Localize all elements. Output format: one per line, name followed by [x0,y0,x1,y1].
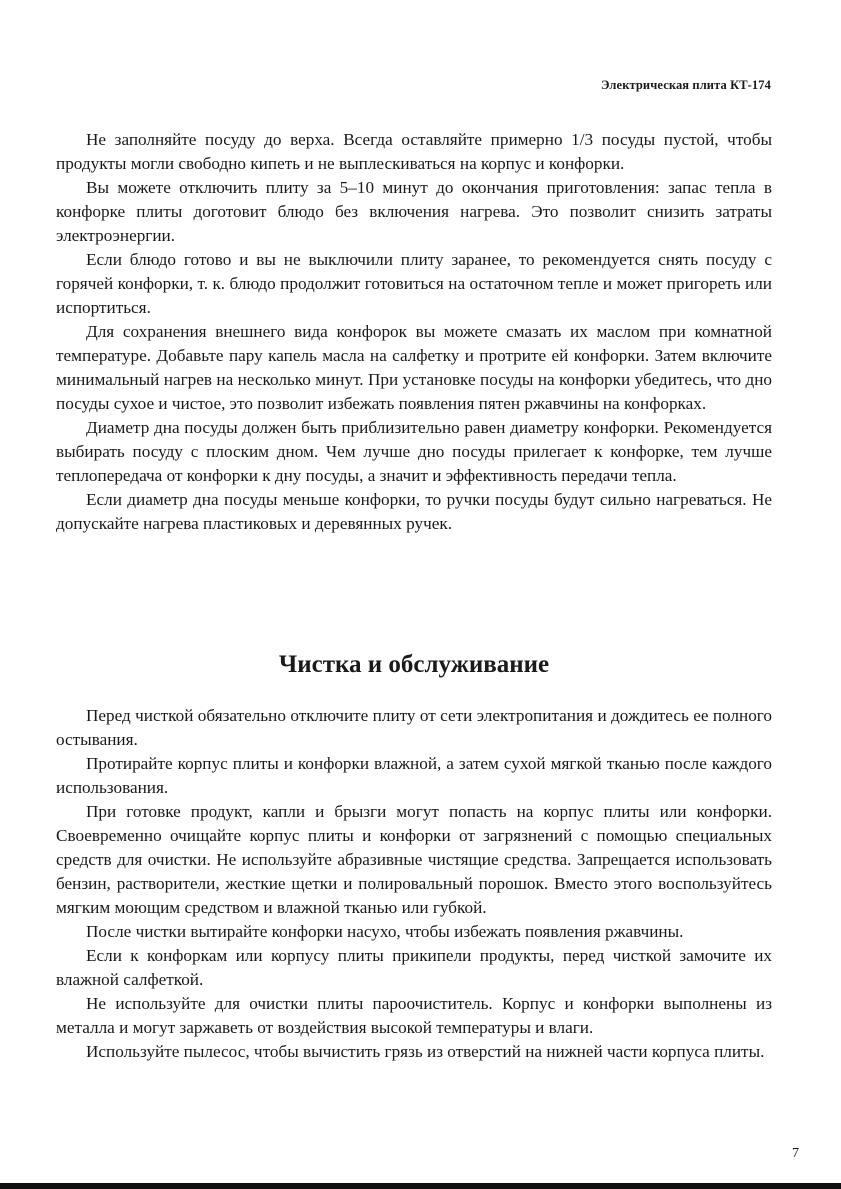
usage-tips-section [56,128,772,536]
paragraph: После чистки вытирайте конфорки насухо, чтобы избежать появления ржавчины. [86,922,684,941]
paragraph: Если к конфоркам или корпусу плиты прикипели продукты, перед чисткой замочите их влажной салфеткой. [56,946,772,989]
paragraph: Протирайте корпус плиты и конфорки влажной, а затем сухой мягкой тканью после каждого использования. [56,754,772,797]
paragraph: Не используйте для очистки плиты пароочиститель. Корпус и конфорки выполнены из металла и могут заржаветь от воздействия высокой температуры и влаги. [56,994,772,1037]
section-title: Чистка и обслуживание [278,651,550,678]
paragraph: Для сохранения внешнего вида конфорок вы можете смазать их маслом при комнатной температуре. Добавьте пару капель масла на салфетку и протрите ей конфорки. Затем включите минимальный нагрев на несколько минут. При установке посуды на конфорки убедитесь, что дно посуды сухое и чистое, это позволит избежать появления пятен ржавчины на конфорках. [56,322,772,413]
paragraph: Используйте пылесос, чтобы вычистить грязь из отверстий на нижней части корпуса плиты. [86,1042,765,1061]
cleaning-section [56,704,772,1064]
paragraph: Вы можете отключить плиту за 5–10 минут до окончания приготовления: запас тепла в конфорке плиты доготовит блюдо без включения нагрева. Это позволит снизить затраты электроэнергии. [56,178,772,245]
paragraph: Диаметр дна посуды должен быть приблизительно равен диаметру конфорки. Рекомендуется выбирать посуду с плоским дном. Чем лучше дно посуды прилегает к конфорке, тем лучше теплопередача от конфорки к дну посуды, а значит и эффективность передачи тепла. [56,418,772,485]
paragraph: Если блюдо готово и вы не выключили плиту заранее, то рекомендуется снять посуду с горячей конфорки, т. к. блюдо продолжит готовиться на остаточном тепле и может пригореть или испортиться. [56,250,772,317]
paragraph: Не заполняйте посуду до верха. Всегда оставляйте примерно 1/3 посуды пустой, чтобы продукты могли свободно кипеть и не выплескиваться на корпус и конфорки. [56,130,772,173]
paragraph: Перед чисткой обязательно отключите плиту от сети электропитания и дождитесь ее полного остывания. [56,706,772,749]
page-number: 7 [792,1146,799,1161]
paragraph: Если диаметр дна посуды меньше конфорки, то ручки посуды будут сильно нагреваться. Не допускайте нагрева пластиковых и деревянных ручек. [56,490,772,533]
bottom-rule [0,1183,841,1189]
paragraph: При готовке продукт, капли и брызги могут попасть на корпус плиты или конфорки. Своевременно очищайте корпус плиты и конфорки от загрязнений с помощью специальных средств для очистки. Не используйте абразивные чистящие средства. Запрещается использовать бензин, растворители, жесткие щетки и полировальный порошок. Вместо этого воспользуйтесь мягким моющим средством и влажной тканью или губкой. [56,802,772,917]
running-header: Электрическая плита КТ-174 [601,78,771,92]
